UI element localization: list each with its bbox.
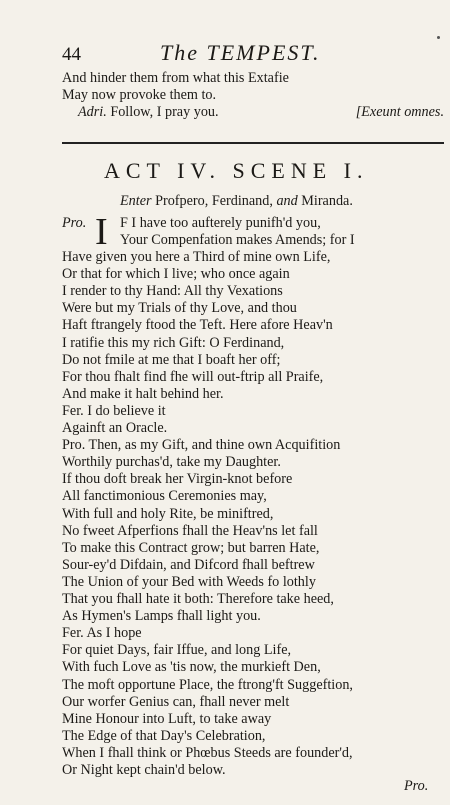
text-line: If thou doft break her Virgin-knot before	[62, 471, 293, 488]
running-title: The TEMPEST.	[160, 40, 321, 65]
text-line: Our worfer Genius can, fhall never melt	[62, 693, 290, 710]
speaker-label: Adri.	[78, 104, 107, 120]
text-line: Fer. As I hope	[62, 625, 142, 642]
text-line: Your Compenfation makes Amends; for I	[120, 232, 355, 248]
page-number: 44	[62, 44, 81, 65]
text-line: Mine Honour into Luft, to take away	[62, 710, 272, 727]
text-line: Sour-ey'd Difdain, and Difcord fhall beftrew	[62, 556, 315, 573]
print-speck	[437, 36, 440, 39]
text-line: And hinder them from what this Extafie	[62, 70, 289, 86]
text-line: All fanctimonious Ceremonies may,	[62, 488, 267, 505]
text-line: F I have too aufterely punifh'd you,	[120, 215, 321, 231]
adri-line	[78, 104, 444, 121]
exit-direction: [Exeunt omnes.	[355, 104, 444, 120]
text-line: To make this Contract grow; but barren Hate,	[62, 539, 320, 556]
text-line: No fweet Afperfions fhall the Heav'ns let fall	[62, 522, 318, 539]
text-line: Pro. Then, as my Gift, and thine own Acquifition	[62, 437, 341, 454]
text-line: For quiet Days, fair Iffue, and long Life,	[62, 642, 292, 659]
text-line: As Hymen's Lamps fhall light you.	[62, 608, 261, 625]
text-line: With fuch Love as 'tis now, the murkieft Den,	[62, 659, 321, 676]
text-line: Againft an Oracle.	[62, 420, 168, 436]
text-line: I render to thy Hand: All thy Vexations	[62, 283, 283, 300]
text-line: For thou fhalt find fhe will out-ftrip all Praife,	[62, 368, 324, 385]
line-text: Follow, I pray you.	[106, 104, 219, 120]
act-heading: ACT IV. SCENE I.	[104, 158, 369, 183]
page-header	[62, 38, 382, 64]
text-line: Have given you here a Third of mine own Life,	[62, 249, 331, 265]
text-line: I ratifie this my rich Gift: O Ferdinand,	[62, 334, 285, 351]
text-line: Or that for which I live; who once again	[62, 266, 290, 283]
drop-cap: I	[95, 211, 108, 253]
text-line: The Edge of that Day's Celebration,	[62, 727, 266, 744]
text-line: The moft opportune Place, the ftrong'ft Suggeftion,	[62, 676, 353, 693]
text-line: With full and holy Rite, be miniftred,	[62, 505, 274, 522]
text-line: Haft ftrangely ftood the Teft. Here afore Heav'n	[62, 317, 333, 334]
text-line: And make it halt behind her.	[62, 385, 224, 402]
section-rule	[62, 142, 444, 144]
text-line: Were but my Trials of thy Love, and thou	[62, 300, 297, 317]
text-line: When I fhall think or Phœbus Steeds are founder'd,	[62, 744, 353, 761]
catchword: Pro.	[404, 778, 429, 794]
text-line: That you fhall hate it both: Therefore take heed,	[62, 591, 334, 607]
text-line: Do not fmile at me that I boaft her off;	[62, 351, 281, 368]
text-line: The Union of your Bed with Weeds fo lothly	[62, 573, 316, 590]
speaker-label: Pro.	[62, 215, 87, 231]
text-line: Or Night kept chain'd below.	[62, 762, 226, 778]
stage-direction: Enter Profpero, Ferdinand, and Miranda.	[120, 193, 353, 209]
text-line: Fer. I do believe it	[62, 402, 166, 419]
text-line: Worthily purchas'd, take my Daughter.	[62, 454, 281, 471]
text-line: May now provoke them to.	[62, 87, 217, 103]
